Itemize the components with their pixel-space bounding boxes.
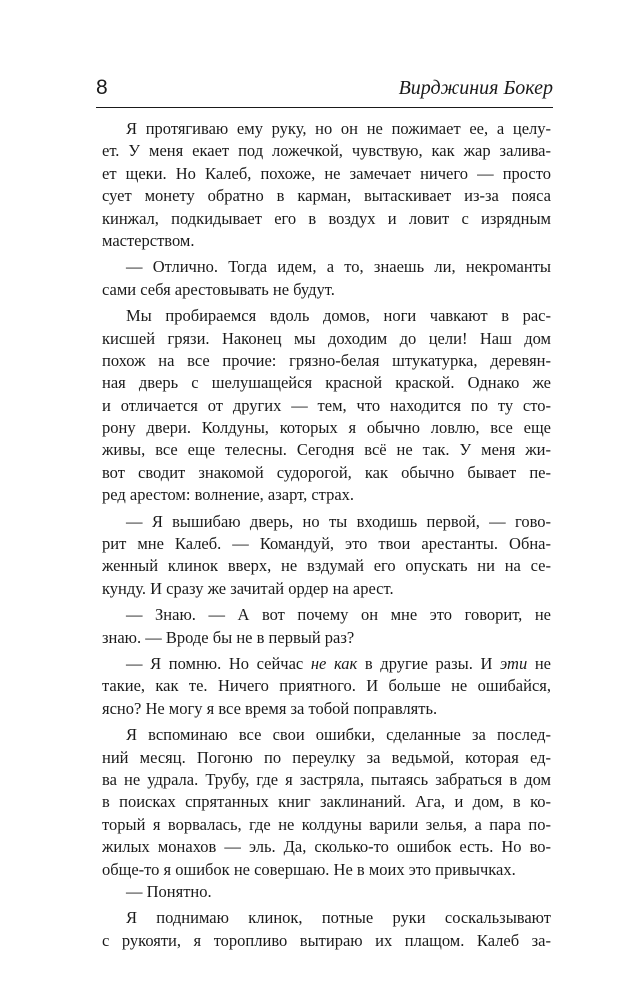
text-line: знаю. — Вроде бы не в первый раз? [102,627,355,647]
text-line: женный клинок вверх, не вздумай его опускать ни на се- [102,556,551,576]
text-line: кисшей грязи. Наконец мы доходим до цели! Наш дом [102,328,551,348]
text-fragment: не [527,653,551,673]
text-line: торый я ворвалась, где не колдуны варили зелья, а пара по- [102,814,551,834]
text-line: — Отлично. Тогда идем, а то, знаешь ли, некроманты [126,257,551,277]
header-rule [96,107,553,108]
text-line: ет щеки. Но Калеб, похоже, не замечает ничего — просто [102,163,551,183]
text-line: с рукояти, я торопливо вытираю их плащом. Калеб за- [102,930,551,950]
text-line: ет. У меня екает под ложечкой, чувствую, как жар залива- [102,141,551,161]
text-line: и отличается от других — тем, что находится по ту сто- [102,395,551,415]
text-line: сами себя арестовывать не будут. [102,279,335,299]
text-line: рит мне Калеб. — Командуй, это твои арестанты. Обна- [102,534,551,554]
text-line: Я протягиваю ему руку, но он не пожимает ее, а целу- [126,119,551,138]
text-line: рону двери. Колдуны, которых я обычно ловлю, все еще [102,418,551,438]
page-header [96,76,553,106]
italic-emphasis: не как [310,653,358,673]
text-line [102,653,551,675]
text-line: Мы пробираемся вдоль домов, ноги чавкают в рас- [126,306,551,326]
page-number: 8 [96,76,108,99]
italic-emphasis: эти [499,653,528,673]
text-line: такие, как те. Ничего приятного. И больше не ошибайся, [102,676,551,696]
text-line: — Я вышибаю дверь, но ты входишь первой, — гово- [126,511,551,531]
text-line: Я поднимаю клинок, потные руки соскальзывают [126,908,551,928]
text-line: — Понятно. [126,881,212,901]
text-line: кинжал, подкидывает его в воздух и ловит с изрядным [102,208,551,228]
text-line: ва не удрала. Трубу, где я застряла, пытаясь забраться в дом [102,769,551,789]
text-line: сует монету обратно в карман, вытаскивает из-за пояса [102,186,551,206]
text-line: вот сводит знакомой судорогой, как обычно бывает пе- [102,462,551,482]
text-line: жилых монахов — эль. Да, сколько-то ошибок есть. Но во- [102,837,551,857]
text-line: кунду. И сразу же зачитай ордер на арест. [102,578,394,598]
text-line: мастерством. [102,230,195,250]
running-head-author: Вирджиния Бокер [398,77,553,99]
text-line: обще-то я ошибок не совершаю. Не в моих это привычках. [102,859,516,879]
text-line: ний месяц. Погоню по переулку за ведьмой, которая ед- [102,747,551,767]
body-text [102,118,551,952]
text-line: живы, все еще телесны. Сегодня всё не так. У меня жи- [102,440,551,460]
text-line: ная дверь с шелушащейся красной краской. Однако же [102,373,551,393]
text-line: ясно? Не могу я все время за тобой поправлять. [102,698,438,718]
text-line: Я вспоминаю все свои ошибки, сделанные за послед- [126,725,551,745]
text-fragment: в другие разы. И [357,653,500,673]
text-line: — Знаю. — А вот почему он мне это говорит, не [126,605,551,625]
text-line: в поисках спрятанных книг заклинаний. Ага, и дом, в ко- [102,792,551,812]
text-fragment: — Я помню. Но сейчас [126,653,311,673]
text-line: ред арестом: волнение, азарт, страх. [102,485,355,505]
text-line: похож на все прочие: грязно-белая штукатурка, деревян- [102,350,551,370]
